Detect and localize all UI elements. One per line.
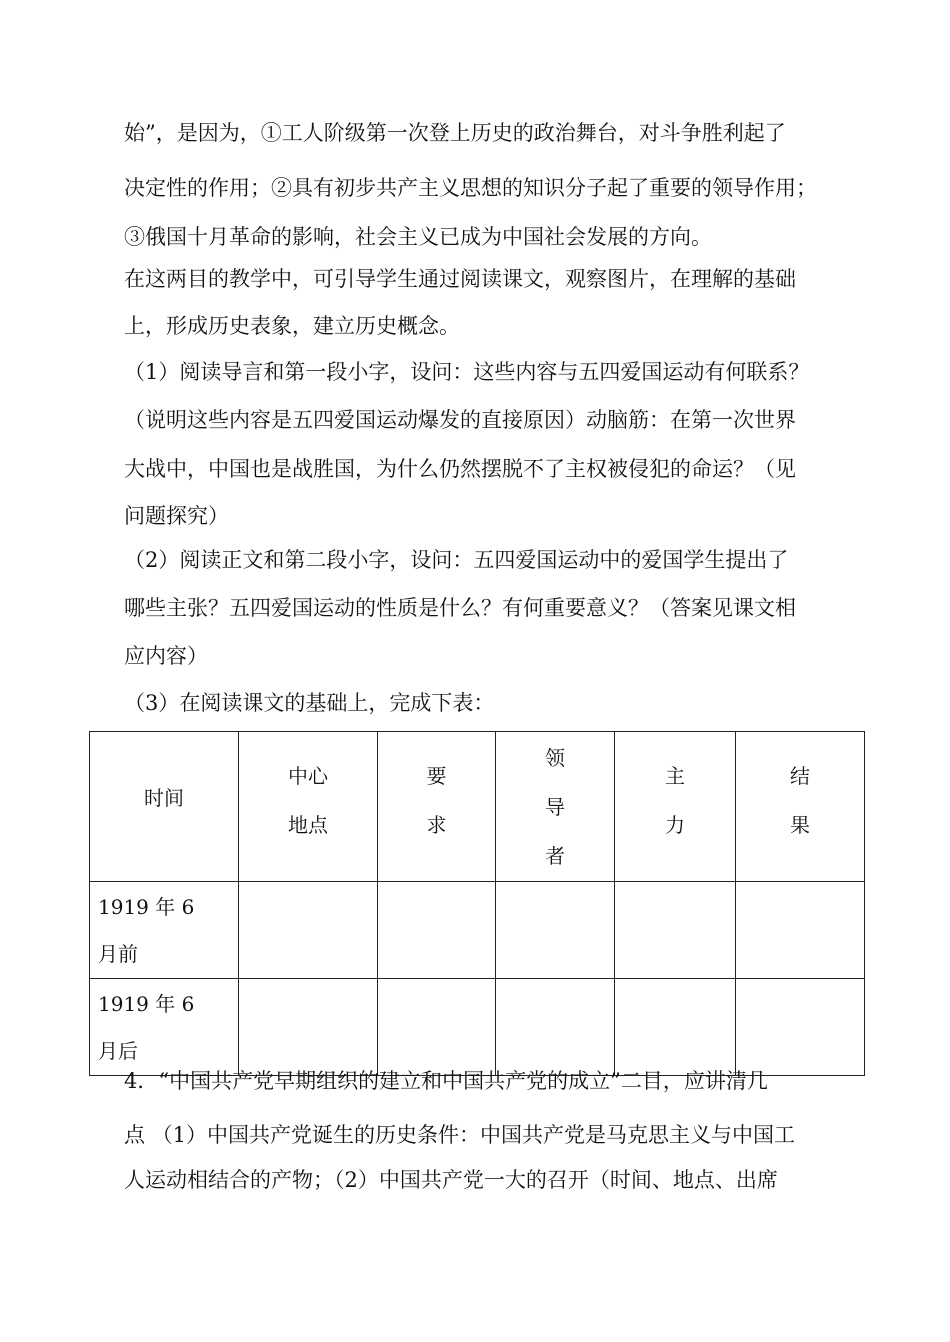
answer-cell <box>615 979 736 1076</box>
answer-cell <box>378 882 496 979</box>
paragraph-line: 大战中，中国也是战胜国，为什么仍然摆脱不了主权被侵犯的命运？（见 <box>124 457 796 481</box>
table-row <box>90 882 865 979</box>
paragraph-line: （说明这些内容是五四爱国运动爆发的直接原因）动脑筋：在第一次世界 <box>124 408 796 432</box>
header-leaders <box>496 732 615 882</box>
answer-cell <box>239 979 378 1076</box>
header-center-location <box>239 732 378 882</box>
answer-cell <box>736 882 865 979</box>
header-label: 者 <box>545 844 565 868</box>
header-label: 力 <box>665 813 685 837</box>
row-label-line: 1919 年 6 <box>98 895 195 919</box>
paragraph-line: 点 （1）中国共产党诞生的历史条件：中国共产党是马克思主义与中国工 <box>124 1123 796 1147</box>
answer-cell <box>239 882 378 979</box>
header-demands <box>378 732 496 882</box>
answer-cell <box>736 979 865 1076</box>
row-label-line: 1919 年 6 <box>98 992 195 1016</box>
header-main-force <box>615 732 736 882</box>
paragraph-line: 4．“中国共产党早期组织的建立和中国共产党的成立”二目，应讲清几 <box>124 1069 768 1093</box>
paragraph-line: （2）阅读正文和第二段小字，设问：五四爱国运动中的爱国学生提出了 <box>124 548 789 572</box>
row-label-line: 月前 <box>98 942 138 966</box>
paragraph-line: 问题探究） <box>124 504 229 528</box>
header-label: 主 <box>665 764 685 788</box>
answer-cell <box>496 979 615 1076</box>
paragraph-line: 人运动相结合的产物；（2）中国共产党一大的召开（时间、地点、出席 <box>124 1168 778 1192</box>
header-result <box>736 732 865 882</box>
header-label: 要 <box>426 764 447 788</box>
header-label: 求 <box>426 813 447 837</box>
row-label-after-june-1919 <box>90 979 239 1076</box>
header-label: 地点 <box>288 813 328 837</box>
header-label: 导 <box>545 795 565 819</box>
paragraph-line: （3）在阅读课文的基础上，完成下表： <box>124 691 495 715</box>
header-label: 结 <box>790 764 810 788</box>
table-row <box>90 979 865 1076</box>
row-label-line: 月后 <box>98 1039 138 1063</box>
paragraph-line: 在这两目的教学中，可引导学生通过阅读课文，观察图片，在理解的基础 <box>124 267 796 291</box>
row-label-before-june-1919 <box>90 882 239 979</box>
table-header-row <box>90 732 865 882</box>
paragraph-line: （1）阅读导言和第一段小字，设问：这些内容与五四爱国运动有何联系？ <box>124 360 810 384</box>
answer-cell <box>378 979 496 1076</box>
answer-cell <box>615 882 736 979</box>
header-label: 果 <box>790 813 810 837</box>
worksheet-table <box>89 731 865 1076</box>
header-label: 领 <box>545 746 565 770</box>
header-time <box>90 732 239 882</box>
answer-cell <box>496 882 615 979</box>
paragraph-line: 哪些主张？五四爱国运动的性质是什么？有何重要意义？（答案见课文相 <box>124 596 796 620</box>
paragraph-line: 上，形成历史表象，建立历史概念。 <box>124 314 460 338</box>
header-time-label: 时间 <box>144 786 184 810</box>
paragraph-line: 始”，是因为，①工人阶级第一次登上历史的政治舞台，对斗争胜利起了 <box>124 121 786 145</box>
paragraph-line: ③俄国十月革命的影响，社会主义已成为中国社会发展的方向。 <box>124 225 712 249</box>
header-label: 中心 <box>288 764 328 788</box>
paragraph-line: 应内容） <box>124 644 208 668</box>
paragraph-line: 决定性的作用；②具有初步共产主义思想的知识分子起了重要的领导作用； <box>124 176 817 200</box>
